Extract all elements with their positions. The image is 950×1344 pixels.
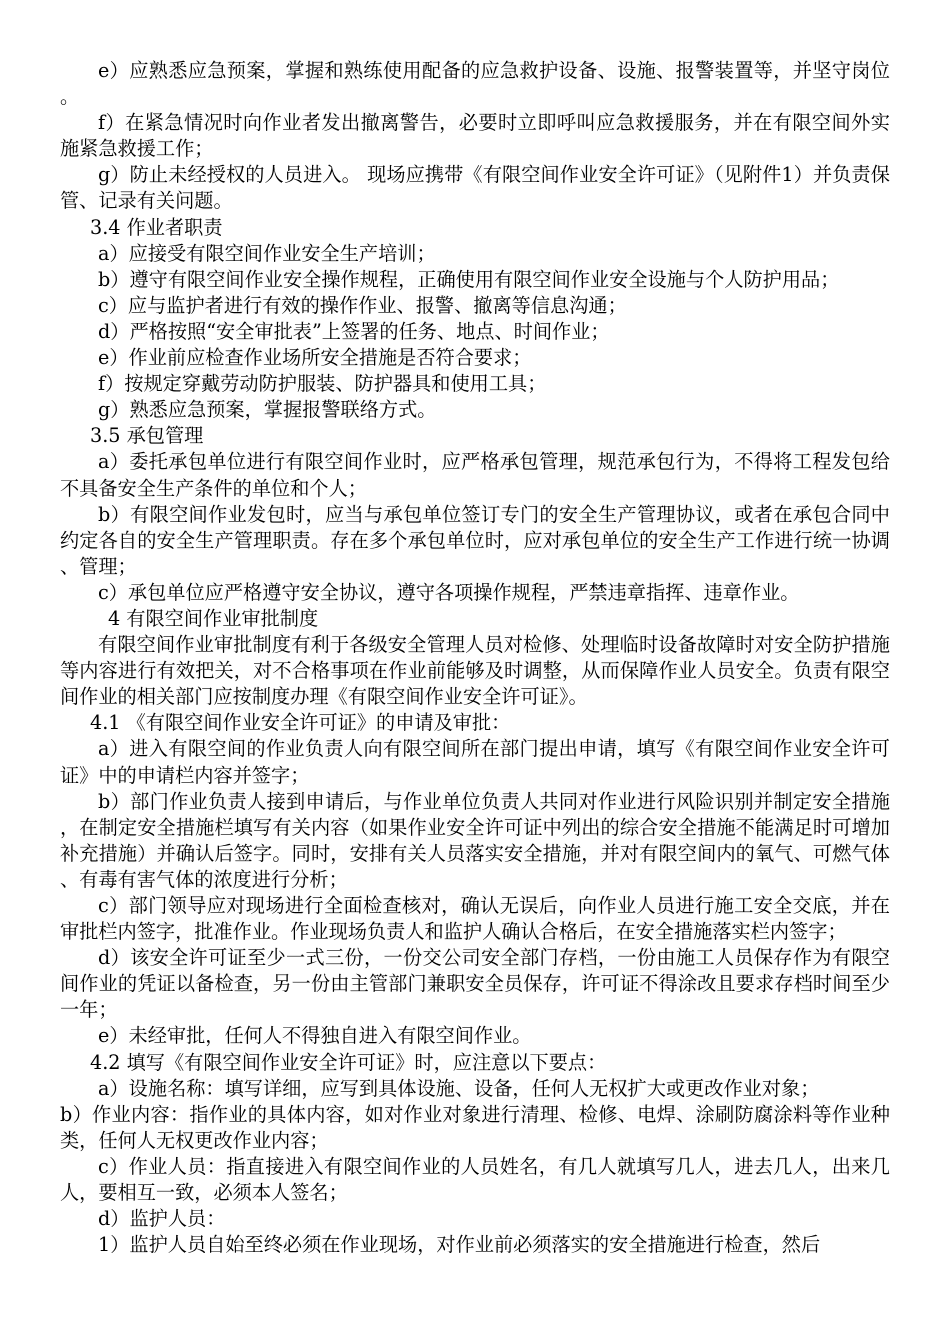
para-4-2-b: b）作业内容：指作业的具体内容，如对作业对象进行清理、检修、电焊、涂刷防腐涂料等作业种类，任何人无权更改作业内容； bbox=[60, 1102, 890, 1152]
para-3-3-f: f）在紧急情况时向作业者发出撤离警告，必要时立即呼叫应急救援服务，并在有限空间外实施紧急救援工作； bbox=[60, 111, 890, 161]
para-4-2-a: a）设施名称：填写详细，应写到具体设施、设备，任何人无权扩大或更改作业对象； bbox=[98, 1076, 820, 1100]
para-3-5-c: c）承包单位应严格遵守安全协议，遵守各项操作规程，严禁违章指挥、违章作业。 bbox=[98, 580, 800, 604]
para-4-1-b: b）部门作业负责人接到申请后，与作业单位负责人共同对作业进行风险识别并制定安全措施，在制定安全措施栏填写有关内容（如果作业安全许可证中列出的综合安全措施不能满足时可增加补充措施）并确认后签字。同时，安排有关人员落实安全措施，并对有限空间内的氧气、可燃气体、有毒有害气体的浓度进行分析； bbox=[60, 789, 890, 891]
para-3-4-f: f）按规定穿戴劳动防护服装、防护器具和使用工具； bbox=[98, 372, 547, 396]
document-page bbox=[60, 58, 890, 1258]
section-heading-4-1: 4.1 《有限空间作业安全许可证》的申请及审批： bbox=[90, 711, 511, 735]
para-3-4-e: e）作业前应检查作业场所安全措施是否符合要求； bbox=[98, 346, 532, 370]
para-3-4-c: c）应与监护者进行有效的操作作业、报警、撤离等信息沟通； bbox=[98, 293, 627, 317]
section-heading-3-4: 3.4 作业者职责 bbox=[90, 215, 223, 239]
para-3-4-g: g）熟悉应急预案，掌握报警联络方式。 bbox=[98, 398, 437, 422]
para-3-3-e: e）应熟悉应急预案，掌握和熟练使用配备的应急救护设备、设施、报警装置等，并坚守岗位。 bbox=[60, 59, 890, 109]
para-3-4-a: a）应接受有限空间作业安全生产培训； bbox=[98, 241, 436, 265]
para-3-5-a: a）委托承包单位进行有限空间作业时，应严格承包管理，规范承包行为，不得将工程发包给不具备安全生产条件的单位和个人； bbox=[60, 450, 890, 500]
para-4-2-d-1: 1）监护人员自始至终必须在作业现场，对作业前必须落实的安全措施进行检查，然后 bbox=[98, 1233, 821, 1257]
section-heading-4-2: 4.2 填写《有限空间作业安全许可证》时，应注意以下要点： bbox=[90, 1050, 607, 1074]
para-4-intro: 有限空间作业审批制度有利于各级安全管理人员对检修、处理临时设备故障时对安全防护措施等内容进行有效把关，对不合格事项在作业前能够及时调整，从而保障作业人员安全。负责有限空间作业的相关部门应按制度办理《有限空间作业安全许可证》。 bbox=[60, 633, 890, 709]
para-4-2-c: c）作业人员：指直接进入有限空间作业的人员姓名，有几人就填写几人，进去几人，出来几人，要相互一致，必须本人签名； bbox=[60, 1154, 890, 1205]
para-4-1-c: c）部门领导应对现场进行全面检查核对，确认无误后，向作业人员进行施工安全交底，并在审批栏内签字，批准作业。作业现场负责人和监护人确认合格后，在安全措施落实栏内签字； bbox=[60, 894, 890, 944]
para-4-1-a: a）进入有限空间的作业负责人向有限空间所在部门提出申请，填写《有限空间作业安全许可证》中的申请栏内容并签字； bbox=[60, 737, 890, 787]
para-4-1-e: e）未经审批，任何人不得独自进入有限空间作业。 bbox=[98, 1024, 532, 1048]
para-3-4-b: b）遵守有限空间作业安全操作规程，正确使用有限空间作业安全设施与个人防护用品； bbox=[98, 267, 840, 291]
section-heading-3-5: 3.5 承包管理 bbox=[90, 424, 204, 448]
para-3-5-b: b）有限空间作业发包时，应当与承包单位签订专门的安全生产管理协议，或者在承包合同中约定各自的安全生产管理职责。存在多个承包单位时，应对承包单位的安全生产工作进行统一协调、管理； bbox=[60, 502, 890, 578]
para-4-1-d: d）该安全许可证至少一式三份，一份交公司安全部门存档，一份由施工人员保存作为有限空间作业的凭证以备检查，另一份由主管部门兼职安全员保存，许可证不得涂改且要求存档时间至少一年； bbox=[60, 946, 890, 1022]
section-heading-4: 4 有限空间作业审批制度 bbox=[108, 606, 319, 630]
para-4-2-d: d）监护人员： bbox=[98, 1207, 226, 1231]
para-3-4-d: d）严格按照“安全审批表”上签署的任务、地点、时间作业； bbox=[98, 319, 610, 343]
para-3-3-g: g）防止未经授权的人员进入。 现场应携带《有限空间作业安全许可证》（见附件1）并负责保管、记录有关问题。 bbox=[60, 163, 890, 213]
